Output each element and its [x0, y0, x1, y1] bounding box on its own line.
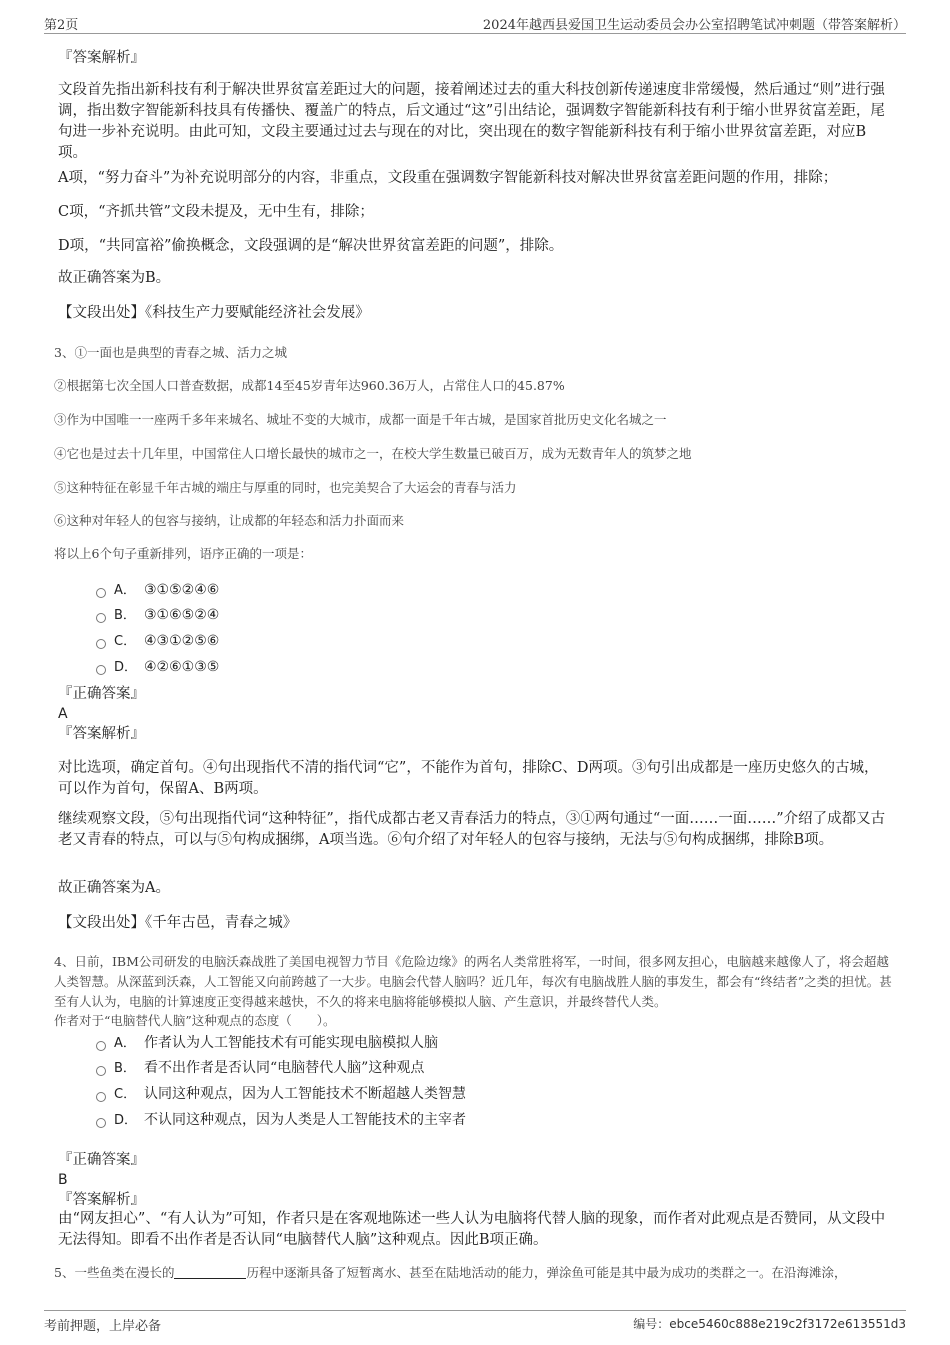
- q2-source: 【文段出处】《科技生产力要赋能经济社会发展》: [58, 305, 370, 321]
- q4-stem: 4、日前，IBM公司研发的电脑沃森战胜了美国电视智力节目《危险边缘》的两名人类常胜将军，一时间，很多网友担心，电脑越来越像人了，将会超越人类智慧。从深蓝到沃森，人工智能又向前跨越了一大步。电脑会代替人脑吗？近几年，每次有电脑战胜人脑的事发生，都会有“终结者”之类的担忧。甚至有人认为，电脑的计算速度正变得越来越快，不久的将来电脑将能够模拟人脑、产生意识，并最终替代人类。: [54, 954, 892, 1009]
- q3-source: 【文段出处】《千年古邑，青春之城》: [58, 915, 298, 931]
- radio-icon[interactable]: [96, 1118, 106, 1128]
- q3-option-d[interactable]: D． ④②⑥①③⑤: [96, 657, 219, 678]
- q2-analysis-paragraph-4: D项，“共同富裕”偷换概念，文段强调的是“解决世界贫富差距的问题”，排除。: [58, 238, 564, 254]
- q3-analysis-paragraph-1: 对比选项，确定首句。④句出现指代不清的指代词“它”，不能作为首句，排除C、D两项。③句引出成都是一座历史悠久的古城，可以作为首句，保留A、B两项。: [58, 760, 879, 797]
- radio-icon[interactable]: [96, 665, 106, 675]
- q3-sentence-6: ⑥这种对年轻人的包容与接纳，让成都的年轻态和活力扑面而来: [54, 513, 405, 528]
- q3-sentence-1: 3、①一面也是典型的青春之城、活力之城: [54, 345, 287, 360]
- q3-sentence-2: ②根据第七次全国人口普查数据，成都14至45岁青年达960.36万人，占常住人口的45.87%: [54, 378, 565, 393]
- q3-analysis-paragraph-2: 继续观察文段，⑤句出现指代词“这种特征”，指代成都古老又青春活力的特点，③①两句通过“一面……一面……”介绍了成都又古老又青春的特点，可以与⑤句构成捆绑，A项当选。⑥句介绍了对年轻人的包容与接纳，无法与⑤句构成捆绑，排除B项。: [58, 811, 886, 848]
- q4-analysis-paragraph-1: 由“网友担心”、“有人认为”可知，作者只是在客观地陈述一些人认为电脑将代替人脑的现象，而作者对此观点是否赞同，从文段中无法得知。即看不出作者是否认同“电脑替代人脑”这种观点。因此B项正确。: [58, 1211, 886, 1248]
- q4-option-a[interactable]: A． 作者认为人工智能技术有可能实现电脑模拟人脑: [96, 1033, 438, 1054]
- q3-option-a[interactable]: A． ③①⑤②④⑥: [96, 580, 219, 601]
- q3-sentence-3: ③作为中国唯一一座两千多年来城名、城址不变的大城市，成都一面是千年古城，是国家首批历史文化名城之一: [54, 412, 667, 427]
- q4-option-d[interactable]: D． 不认同这种观点，因为人类是人工智能技术的主宰者: [96, 1110, 466, 1131]
- q4-question: 作者对于“电脑替代人脑”这种观点的态度（ ）。: [54, 1013, 336, 1028]
- document-id: 编号：ebce5460c888e219c2f3172e613551d3: [633, 1317, 906, 1331]
- radio-icon[interactable]: [96, 1066, 106, 1076]
- q2-analysis-paragraph-1: 文段首先指出新科技有利于解决世界贫富差距过大的问题，接着阐述过去的重大科技创新传递速度非常缓慢，然后通过“则”进行强调，指出数字智能新科技具有传播快、覆盖广的特点，后文通过“这”引出结论，强调数字智能新科技有利于缩小世界贫富差距，尾句进一步补充说明。由此可知，文段主要通过过去与现在的对比，突出现在的数字智能新科技有利于缩小世界贫富差距，对应B项。: [58, 82, 885, 161]
- q4-answer: B: [58, 1172, 68, 1188]
- q3-analysis-heading: 『答案解析』: [58, 726, 145, 742]
- radio-icon[interactable]: [96, 639, 106, 649]
- radio-icon[interactable]: [96, 1041, 106, 1051]
- q5-stem: 5、一些鱼类在漫长的 历程中逐渐具备了短暂离水、甚至在陆地活动的能力，弹涂鱼可能是其中最为成功的类群之一。在沿海滩涂，: [54, 1265, 847, 1280]
- footer-slogan: 考前押题，上岸必备: [44, 1319, 162, 1334]
- q4-answer-heading: 『正确答案』: [58, 1152, 145, 1168]
- q3-sentence-5: ⑤这种特征在彰显千年古城的端庄与厚重的同时，也完美契合了大运会的青春与活力: [54, 480, 517, 495]
- q4-option-b[interactable]: B． 看不出作者是否认同“电脑替代人脑”这种观点: [96, 1058, 424, 1079]
- q3-analysis-paragraph-3: 故正确答案为A。: [58, 880, 170, 896]
- radio-icon[interactable]: [96, 1092, 106, 1102]
- q3-answer: A: [58, 706, 68, 722]
- q3-sentence-4: ④它也是过去十几年里，中国常住人口增长最快的城市之一，在校大学生数量已破百万，成为无数青年人的筑梦之地: [54, 446, 692, 461]
- radio-icon[interactable]: [96, 613, 106, 623]
- q2-analysis-paragraph-2: A项，“努力奋斗”为补充说明部分的内容，非重点，文段重在强调数字智能新科技对解决世界贫富差距问题的作用，排除；: [58, 170, 838, 186]
- page-number: 第2页: [44, 18, 79, 33]
- q3-stem: 将以上6个句子重新排列，语序正确的一项是：: [54, 546, 312, 561]
- q2-analysis-paragraph-3: C项，“齐抓共管”文段未提及，无中生有，排除；: [58, 204, 374, 220]
- q4-option-c[interactable]: C． 认同这种观点，因为人工智能技术不断超越人类智慧: [96, 1084, 466, 1105]
- q2-analysis-paragraph-5: 故正确答案为B。: [58, 270, 171, 286]
- q2-analysis-heading: 『答案解析』: [58, 50, 145, 66]
- q3-answer-heading: 『正确答案』: [58, 686, 145, 702]
- document-title: 2024年越西县爱国卫生运动委员会办公室招聘笔试冲刺题（带答案解析）: [482, 18, 906, 33]
- q4-analysis-heading: 『答案解析』: [58, 1192, 145, 1208]
- page-footer: [44, 1310, 906, 1336]
- radio-icon[interactable]: [96, 588, 106, 598]
- q3-option-c[interactable]: C． ④③①②⑤⑥: [96, 631, 219, 652]
- fill-in-blank[interactable]: [174, 1265, 246, 1279]
- q3-option-b[interactable]: B． ③①⑥⑤②④: [96, 605, 219, 626]
